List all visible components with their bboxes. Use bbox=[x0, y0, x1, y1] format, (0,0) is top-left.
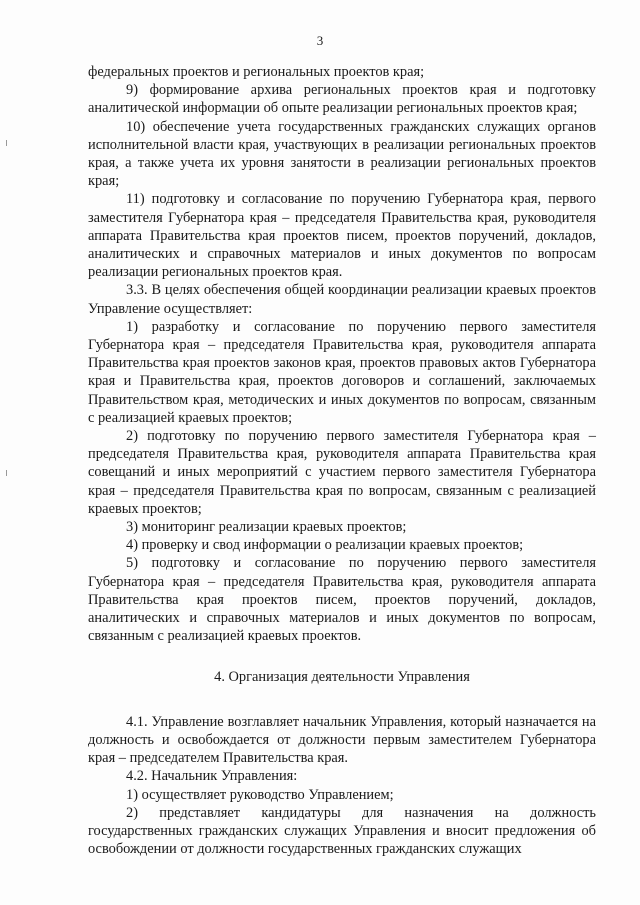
page-number: 3 bbox=[316, 33, 324, 48]
scan-mark bbox=[6, 470, 7, 476]
scan-mark bbox=[6, 140, 7, 146]
paragraph: 3.3. В целях обеспечения общей координации реализации краевых проектов Управление осуществляет: bbox=[88, 282, 596, 317]
paragraph: 2) подготовку по поручению первого заместителя Губернатора края – председателя Правительства края, руководителя аппарата Правительства края совещаний и иных мероприятий с участием первого заместителя Губернатора края – председателя Правительства края по вопросам, связанным с реализацией краевых проектов; bbox=[88, 428, 596, 517]
paragraph: 10) обеспечение учета государственных гражданских служащих органов исполнительной власти края, участвующих в реализации региональных проектов края, а также учета их уровня занятости в реализации региональных проектов края; bbox=[88, 118, 596, 190]
paragraph: 5) подготовку и согласование по поручению первого заместителя Губернатора края – председателя Правительства края, руководителя аппарата Правительства края проектов писем, проектов поручений, докладов, аналитических и справочных материалов и иных документов по вопросам, связанным с реализацией краевых проектов. bbox=[88, 555, 596, 645]
paragraph: федеральных проектов и региональных проектов края; bbox=[88, 64, 425, 80]
section-heading: 4. Организация деятельности Управления bbox=[214, 668, 470, 685]
paragraph: 3) мониторинг реализации краевых проектов; bbox=[126, 519, 407, 536]
paragraph: 11) подготовку и согласование по поручению Губернатора края, первого заместителя Губернатора края – председателя Правительства края, руководителя аппарата Правительства края проектов писем, проектов поручений, докладов, аналитических и справочных материалов и иных документов по вопросам реализации региональных проектов края. bbox=[88, 191, 596, 281]
paragraph: 2) представляет кандидатуры для назначения на должность государственных гражданских служащих Управления и вносит предложения об освобождении от должности государственных гражданских служащих bbox=[88, 804, 596, 858]
paragraph: 4.1. Управление возглавляет начальник Управления, который назначается на должность и освобождается от должности первым заместителем Губернатора края – председателем Правительства края. bbox=[88, 713, 596, 767]
paragraph: 1) разработку и согласование по поручению первого заместителя Губернатора края – председателя Правительства края, руководителя аппарата Правительства края проектов законов края, проектов правовых актов Губернатора края и Правительства края, проектов договоров и соглашений, заключаемых Правительством края, методических и иных документов по вопросам, связанным с реализацией краевых проектов; bbox=[88, 318, 596, 426]
paragraph: 4) проверку и свод информации о реализации краевых проектов; bbox=[126, 537, 524, 554]
paragraph: 1) осуществляет руководство Управлением; bbox=[126, 786, 394, 803]
paragraph: 9) формирование архива региональных проектов края и подготовку аналитической информации об опыте реализации региональных проектов края; bbox=[88, 82, 596, 117]
document-body bbox=[88, 63, 596, 858]
paragraph: 4.2. Начальник Управления: bbox=[126, 768, 298, 785]
